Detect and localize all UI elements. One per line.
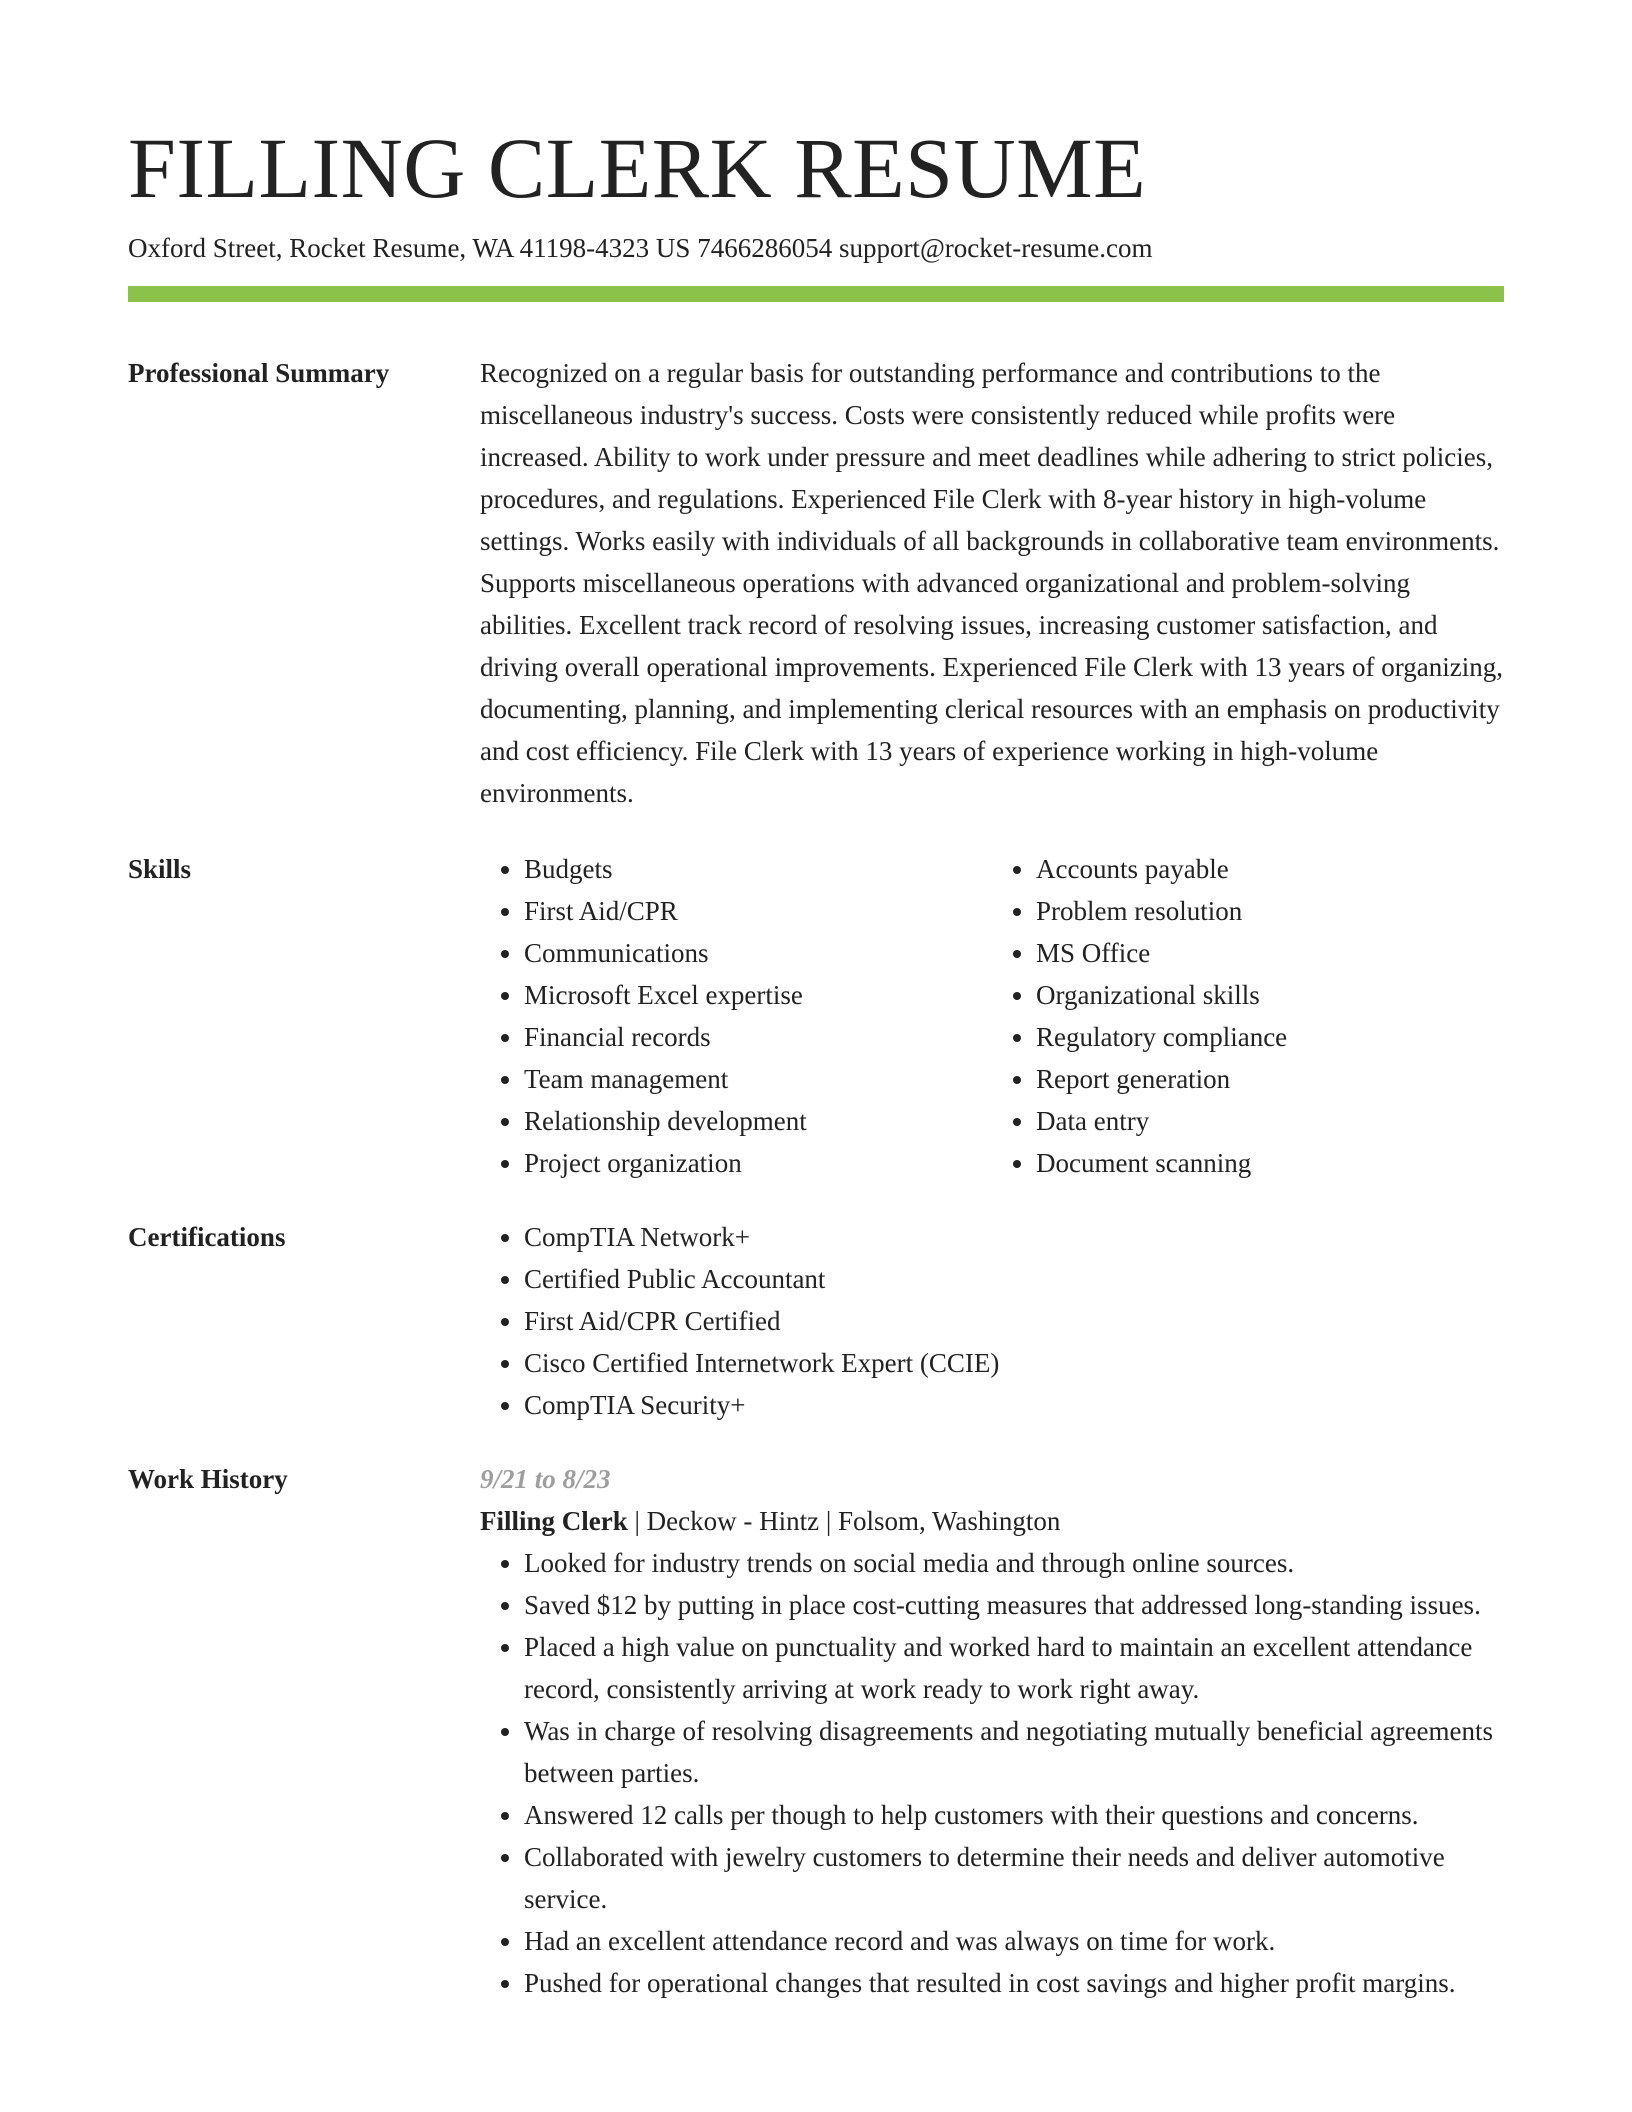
certification-item: • CompTIA Security+ — [524, 1384, 1504, 1426]
job-bullet: • Placed a high value on punctuality and worked hard to maintain an excellent attendance record, consistently arriving at work ready to work right away. — [524, 1626, 1524, 1710]
skills-list-right — [992, 848, 1504, 1184]
section-label: Professional Summary — [128, 358, 390, 388]
skill-item: • Accounts payable — [1036, 848, 1504, 890]
job-title-line — [480, 1500, 1524, 1542]
section-skills — [128, 848, 1504, 1184]
resume-title: FILLING CLERK RESUME — [128, 120, 1147, 216]
skill-item: • Organizational skills — [1036, 974, 1504, 1016]
certification-item: • Certified Public Accountant — [524, 1258, 1504, 1300]
skill-item: • First Aid/CPR — [524, 890, 992, 932]
job-bullet: • Answered 12 calls per though to help customers with their questions and concerns. — [524, 1794, 1524, 1836]
job-bullet: • Collaborated with jewelry customers to determine their needs and deliver automotive service. — [524, 1836, 1524, 1920]
job-bullet: • Was in charge of resolving disagreements and negotiating mutually beneficial agreements between parties. — [524, 1710, 1524, 1794]
skill-item: • MS Office — [1036, 932, 1504, 974]
skill-item: • Regulatory compliance — [1036, 1016, 1504, 1058]
skill-item: • Document scanning — [1036, 1142, 1504, 1184]
skills-list-left — [480, 848, 992, 1184]
skill-item: • Problem resolution — [1036, 890, 1504, 932]
contact-line: Oxford Street, Rocket Resume, WA 41198-4323 US 7466286054 support@rocket-resume.com — [128, 233, 1153, 263]
job-title: Filling Clerk — [480, 1506, 628, 1536]
skill-item: • Financial records — [524, 1016, 992, 1058]
section-work-history — [128, 1458, 1504, 2004]
job-bullet: • Pushed for operational changes that resulted in cost savings and higher profit margins. — [524, 1962, 1524, 2004]
skill-item: • Data entry — [1036, 1100, 1504, 1142]
job-bullet: • Saved $12 by putting in place cost-cutting measures that addressed long-standing issues. — [524, 1584, 1524, 1626]
skill-item: • Report generation — [1036, 1058, 1504, 1100]
certification-item: • Cisco Certified Internetwork Expert (CCIE) — [524, 1342, 1504, 1384]
header-divider — [128, 286, 1504, 302]
skill-item: • Team management — [524, 1058, 992, 1100]
job-entry — [480, 1458, 1524, 2004]
section-professional-summary — [128, 352, 1504, 814]
section-certifications — [128, 1216, 1504, 1426]
skill-item: • Microsoft Excel expertise — [524, 974, 992, 1016]
certifications-list — [480, 1216, 1504, 1426]
certification-item: • First Aid/CPR Certified — [524, 1300, 1504, 1342]
skill-item: • Relationship development — [524, 1100, 992, 1142]
job-bullets — [480, 1542, 1524, 2004]
skills-grid — [480, 848, 1504, 1184]
certification-item: • CompTIA Network+ — [524, 1216, 1504, 1258]
section-label: Skills — [128, 854, 192, 884]
skill-item: • Communications — [524, 932, 992, 974]
job-bullet: • Looked for industry trends on social media and through online sources. — [524, 1542, 1524, 1584]
section-label: Certifications — [128, 1222, 286, 1252]
skill-item: • Budgets — [524, 848, 992, 890]
summary-text: Recognized on a regular basis for outstanding performance and contributions to the miscellaneous industry's success. Costs were consistently reduced while profits were increased. Ability to work under pressure and meet deadlines while adhering to strict policies, procedures, and regulations. Experienced File Clerk with 8-year history in high-volume settings. Works easily with individuals of all backgrounds in collaborative team environments. Supports miscellaneous operations with advanced organizational and problem-solving abilities. Excellent track record of resolving issues, increasing customer satisfaction, and driving overall operational improvements. Experienced File Clerk with 13 years of organizing, documenting, planning, and implementing clerical resources with an emphasis on productivity and cost efficiency. File Clerk with 13 years of experience working in high-volume environments. — [480, 358, 1503, 808]
skill-item: • Project organization — [524, 1142, 992, 1184]
job-company-location: | Deckow - Hintz | Folsom, Washington — [627, 1506, 1061, 1536]
job-bullet: • Had an excellent attendance record and was always on time for work. — [524, 1920, 1524, 1962]
job-dates: 9/21 to 8/23 — [480, 1464, 611, 1494]
section-label: Work History — [128, 1464, 288, 1494]
